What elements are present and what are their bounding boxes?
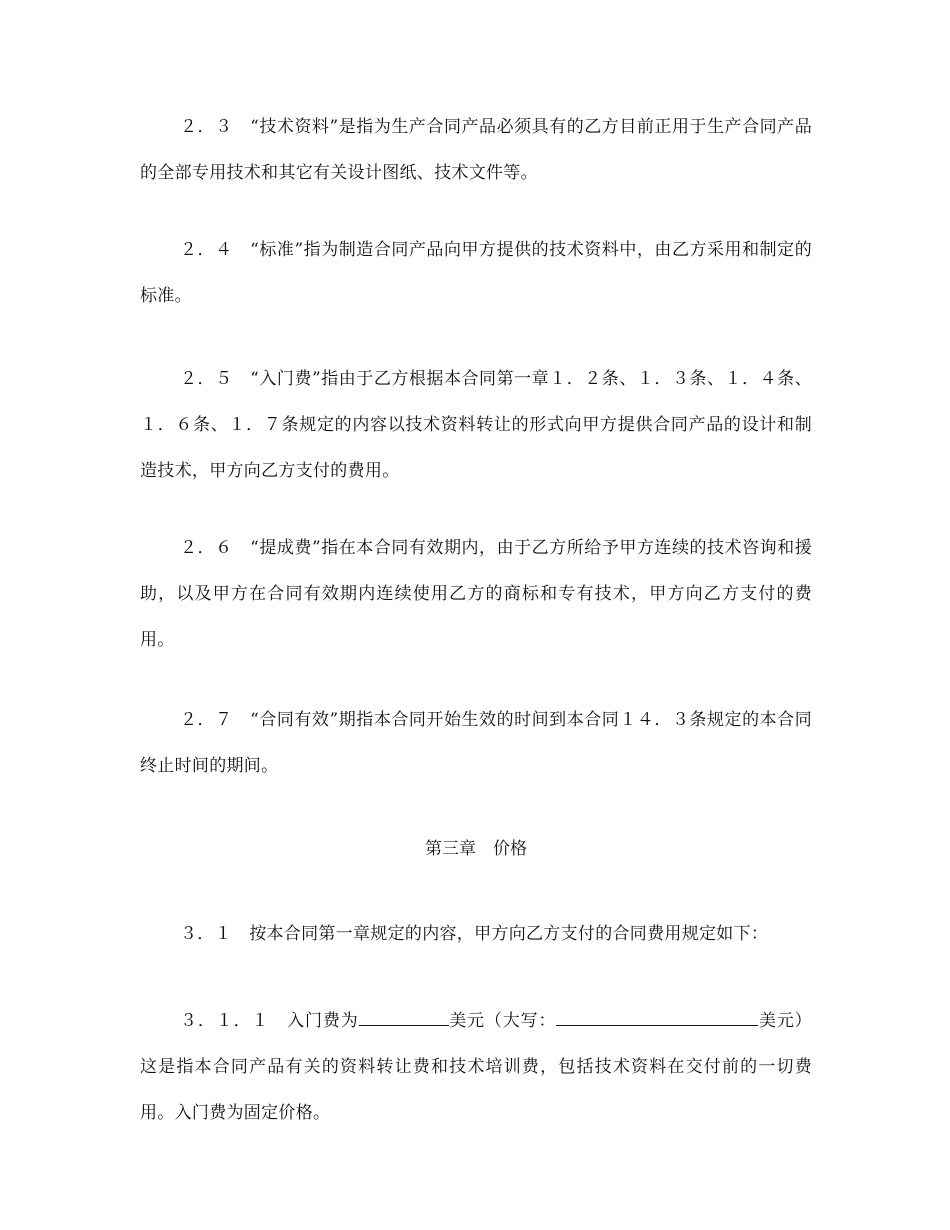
clause-2-3: ２．３ “技术资料”是指为生产合同产品必须具有的乙方目前正用于生产合同产品的全部专用技术和其它有关设计图纸、技术文件等。	[140, 117, 812, 183]
clause-2-4: ２．４ “标准”指为制造合同产品向甲方提供的技术资料中，由乙方采用和制定的标准。	[140, 240, 812, 306]
entry-fee-amount-blank	[359, 1007, 449, 1026]
chapter-heading: 第三章 价格	[425, 839, 527, 859]
clause-3-1-1-suffix: 美元）这是指本合同产品有关的资料转让费和技术培训费，包括技术资料在交付前的一切费用。入门费为固定价格。	[140, 1011, 812, 1123]
clause-3-1-1	[140, 998, 812, 1136]
clause-2-7: ２．７ “合同有效”期指本合同开始生效的时间到本合同１４．３条规定的本合同终止时间的期间。	[140, 710, 812, 776]
clause-3-1: ３．１ 按本合同第一章规定的内容，甲方向乙方支付的合同费用规定如下：	[180, 924, 769, 944]
clause-3-1-1-prefix: ３．１．１ 入门费为	[180, 1011, 359, 1031]
clause-3-1-1-middle: 美元（大写：	[448, 1011, 557, 1031]
entry-fee-amount-words-blank	[556, 1007, 758, 1026]
clause-2-5: ２．５ “入门费”指由于乙方根据本合同第一章１．２条、１．３条、１．４条、１．６条、１．７条规定的内容以技术资料转让的形式向甲方提供合同产品的设计和制造技术，甲方向乙方支付的费用。	[140, 369, 812, 481]
clause-2-6: ２．６ “提成费”指在本合同有效期内，由于乙方所给予甲方连续的技术咨询和援助，以及甲方在合同有效期内连续使用乙方的商标和专有技术，甲方向乙方支付的费用。	[140, 538, 812, 650]
